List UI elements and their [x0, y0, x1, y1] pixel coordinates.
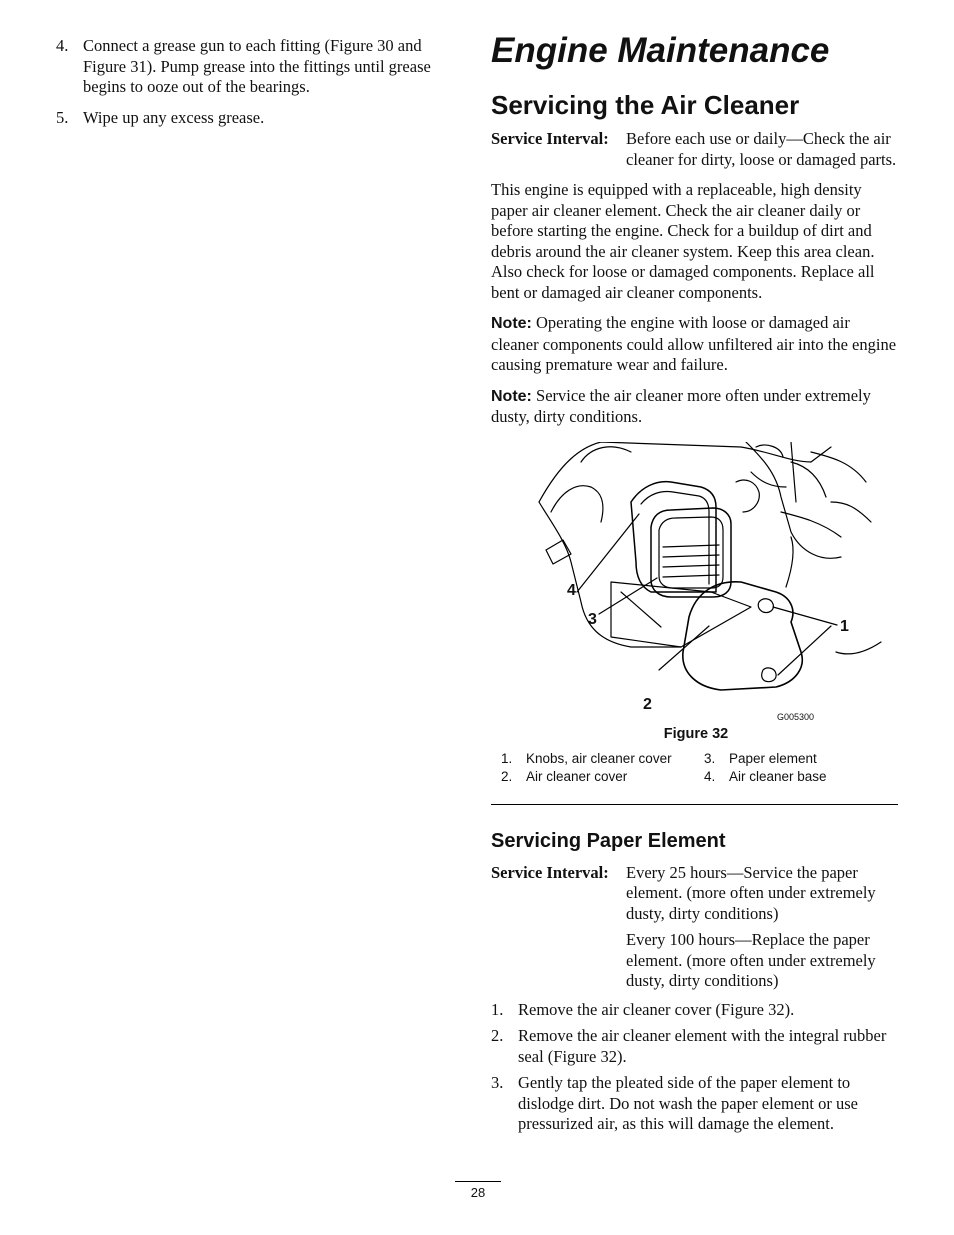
- callout-1: 1: [840, 617, 849, 635]
- note-text: Operating the engine with loose or damaged air cleaner components could allow unfiltered air into the engine causing premature wear and failure.: [491, 313, 897, 374]
- legend-item: [491, 768, 694, 786]
- legend-item: [491, 750, 694, 768]
- left-step-list: [56, 36, 466, 128]
- intro-paragraph: This engine is equipped with a replaceable, high density paper air cleaner element. Check the air cleaner daily or before starting the engine. Check for a buildup of dirt and debris around the air cleaner system. Keep this area clean. Also check for loose or damaged components. Replace all bent or damaged air cleaner components.: [491, 180, 875, 302]
- step-text: Connect a grease gun to each fitting (Figure 30 and Figure 31). Pump grease into the fittings until grease begins to ooze out of the bearings.: [83, 36, 431, 96]
- step-number: 4.: [56, 36, 69, 55]
- callout-2: 2: [643, 695, 652, 713]
- service-interval-entries: [626, 863, 901, 998]
- list-item: [491, 1000, 901, 1021]
- step-number: 2.: [491, 1026, 504, 1045]
- legend-text: Knobs, air cleaner cover: [526, 750, 672, 766]
- section-title: Servicing the Air Cleaner: [491, 90, 800, 120]
- service-interval: [491, 129, 901, 170]
- footer-rule: [455, 1181, 501, 1182]
- list-item: [491, 1073, 901, 1135]
- right-column: [491, 30, 901, 1141]
- air-cleaner-figure: [491, 442, 901, 722]
- air-cleaner-illustration: [491, 442, 901, 722]
- figure-caption: Figure 32: [663, 725, 729, 742]
- step-number: 3.: [491, 1073, 504, 1092]
- legend-number: 3.: [704, 750, 716, 766]
- legend-text: Paper element: [729, 750, 817, 766]
- note-label: Note:: [491, 387, 532, 405]
- note: [491, 313, 901, 376]
- callout-4: 4: [567, 581, 576, 599]
- figure-legend: [491, 750, 901, 786]
- note-text: Service the air cleaner more often under extremely dusty, dirty conditions.: [491, 385, 871, 426]
- section-divider: [491, 804, 898, 805]
- note-label: Note:: [491, 315, 532, 332]
- step-text: Gently tap the pleated side of the paper element to dislodge dirt. Do not wash the paper element or use pressurized air, as this will damage the element.: [518, 1073, 858, 1133]
- legend-number: 1.: [501, 750, 513, 766]
- service-interval-entry: Every 100 hours—Replace the paper element. (more often under extremely dusty, dirty conditions): [626, 930, 876, 990]
- legend-text: Air cleaner cover: [526, 768, 628, 784]
- step-number: 1.: [491, 999, 504, 1019]
- service-interval-label: Service Interval:: [491, 129, 609, 148]
- legend-item: [694, 768, 897, 786]
- left-column: [56, 36, 466, 138]
- service-interval-text: Before each use or daily—Check the air cleaner for dirty, loose or damaged parts.: [626, 129, 897, 169]
- service-interval-label: Service Interval:: [491, 862, 609, 882]
- service-interval-entry: Every 25 hours—Service the paper element. (more often under extremely dusty, dirty conditions): [626, 862, 876, 923]
- step-text: Wipe up any excess grease.: [83, 107, 265, 127]
- subsection-title: Servicing Paper Element: [491, 829, 726, 852]
- service-interval: [491, 863, 901, 998]
- note: [491, 386, 901, 428]
- callout-3: 3: [588, 610, 597, 628]
- list-item: [491, 1026, 901, 1067]
- legend-number: 2.: [501, 768, 513, 784]
- step-text: Remove the air cleaner element with the integral rubber seal (Figure 32).: [518, 1026, 887, 1066]
- page-number: 28: [470, 1185, 486, 1200]
- step-text: Remove the air cleaner cover (Figure 32).: [518, 999, 795, 1019]
- list-item: [56, 36, 466, 98]
- step-list: [491, 1000, 901, 1135]
- legend-item: [694, 750, 897, 768]
- chapter-title: Engine Maintenance: [491, 31, 830, 70]
- legend-text: Air cleaner base: [729, 768, 827, 784]
- legend-number: 4.: [704, 768, 716, 784]
- step-number: 5.: [56, 107, 69, 127]
- list-item: [56, 108, 466, 129]
- figure-code: G005300: [777, 711, 815, 722]
